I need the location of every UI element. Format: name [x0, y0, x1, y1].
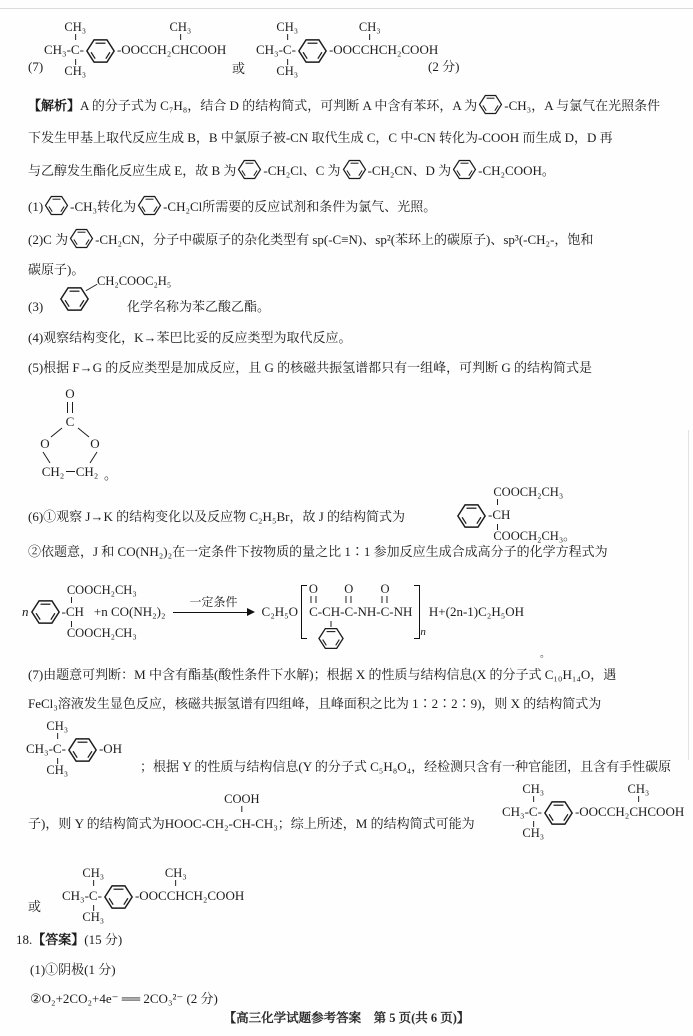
ch3-label: CH₃ — [46, 718, 69, 733]
ch-atom: CH — [65, 604, 84, 619]
question-18-header — [16, 929, 122, 950]
product-prefix: C₂H₅O — [261, 604, 299, 619]
ch3-label: CH₃ — [82, 909, 105, 924]
answer-7-line-1 — [28, 664, 616, 685]
benzene-ring-icon — [478, 94, 503, 115]
ch-atom: CH — [360, 41, 379, 57]
ch3-label: CH₃ — [627, 781, 650, 796]
o-atom: O — [308, 582, 318, 596]
ester-chain: OOC — [139, 887, 167, 903]
ch3-label: CH₃ — [64, 19, 87, 34]
bond-line — [71, 597, 72, 603]
answer-2-line-1 — [28, 228, 593, 250]
bond-line — [93, 880, 94, 886]
chain-label: CH₂COOH — [184, 887, 245, 903]
oh-group: OH — [103, 740, 123, 756]
coefficient-n: n — [22, 604, 29, 619]
score-label: (2 分) — [428, 59, 460, 74]
bond-line — [57, 733, 58, 739]
nh-group: NH — [393, 604, 413, 619]
answer-text: -CH₃；综上所述，M 的结构简式可能为 — [250, 816, 475, 831]
or-word: 或 — [28, 899, 42, 914]
bond-dash: - — [376, 604, 381, 619]
bond-line — [75, 34, 76, 40]
ch-atom: CH — [629, 803, 648, 819]
phenylacetate-chain: CH₂COOC₂H₅ — [97, 274, 172, 288]
benzene-ring-icon — [456, 503, 487, 529]
double-bond-line — [346, 596, 352, 603]
double-bond-line — [382, 596, 388, 603]
bond-dash: - — [537, 803, 542, 819]
ch-atom: CH — [171, 41, 190, 57]
bond-line — [638, 796, 639, 802]
answer-text: 碳原子)。 — [28, 262, 85, 277]
bond-dash: - — [353, 604, 358, 619]
benzene-ring-icon — [137, 195, 162, 216]
benzene-ring-icon — [342, 159, 367, 180]
or-word: 或 — [232, 61, 246, 76]
ester-group: COOCH₂CH₃ — [66, 626, 137, 640]
analysis-line-1 — [28, 94, 660, 116]
ch3-label: CH₃ — [522, 781, 545, 796]
ch3-label: CH₃ — [164, 865, 187, 880]
svg-text:C: C — [65, 414, 75, 429]
ch-atom: CH — [492, 506, 511, 522]
c-atom: C — [528, 803, 538, 819]
cooh-label: COOH — [189, 41, 227, 57]
bond-dash: - — [488, 506, 493, 522]
svg-text:。: 。 — [104, 467, 118, 482]
answer-text: FeCl₃溶液发生显色反应，核磁共振氢谱有四组峰，且峰面积之比为 1∶2∶2∶9)，则 X 的结构简式为 — [28, 696, 602, 711]
formula-b: -CH₂Cl、C 为 — [263, 163, 341, 178]
ch3-label: CH₃ — [276, 63, 299, 78]
ch-atom: CH — [322, 604, 341, 619]
ch-atom: CH — [166, 887, 185, 903]
structure-m-option-1 — [44, 19, 227, 78]
benzene-ring-icon — [69, 228, 94, 249]
c-atom: C — [380, 604, 390, 619]
condition-label: 一定条件 — [189, 595, 238, 609]
svg-text:O: O — [40, 436, 50, 451]
structure-m-option-1-repeat — [502, 781, 685, 840]
benzene-ring-icon — [67, 737, 98, 763]
question-number: 18. — [16, 932, 33, 947]
scan-edge-line — [0, 8, 693, 9]
c-atom: C — [88, 887, 98, 903]
item-label: (2)C 为 — [28, 232, 69, 247]
ch3-label: CH₃- — [502, 803, 529, 819]
benzene-ring-icon — [452, 159, 477, 180]
ester-group: COOCH₂CH₃ — [493, 484, 564, 499]
answer-text: 子)，则 Y 的结构简式为HOOC-CH₂- — [28, 816, 233, 831]
answer-text: -CH₃转化为 — [70, 199, 137, 214]
analysis-line-3 — [28, 159, 555, 181]
bond-dash: - — [98, 740, 104, 756]
ch3-label: CH₃- — [62, 887, 89, 903]
answer-3-label — [28, 296, 43, 317]
answer-text: (5)根据 F→G 的反应类型是加成反应，且 G 的核磁共振氢谱都只有一组峰，可判断 G 的结构简式是 — [28, 360, 593, 375]
structure-m-option-2-repeat — [62, 865, 245, 924]
answer-5-line — [28, 357, 592, 378]
bond-dash: - — [291, 41, 296, 57]
arrow-shaft — [173, 612, 250, 613]
answer-text: 化学名称为苯乙酸乙酯。 — [127, 299, 271, 314]
answer-18-1 — [30, 959, 116, 980]
structure-j-diester — [455, 484, 576, 543]
chain-label: CH₂COOH — [378, 41, 439, 57]
score-label: (15 分) — [84, 932, 123, 947]
ch3-label: CH₃ — [276, 19, 299, 34]
benzene-ring-icon — [237, 159, 262, 180]
answer-text: ②依题意，J 和 CO(NH₂)₂在一定条件下按物质的量之比 1∶1 参加反应生成合成高分子的化学方程式为 — [28, 544, 608, 559]
bond-line — [175, 880, 176, 886]
answer-2-line-2 — [28, 259, 84, 280]
bond-dash: - — [61, 604, 66, 619]
answer-1-line — [28, 195, 436, 217]
bond-line — [241, 806, 242, 812]
analysis-text: A 的分子式为 C₇H₈，结合 D 的结构简式，可判断 A 中含有苯环，A 为 — [80, 98, 478, 113]
ester-group: COOCH₂CH₃。 — [493, 528, 576, 543]
urea-reactant: +n CO(NH₂)₂ — [93, 604, 166, 619]
bond-line — [497, 499, 498, 505]
ch3-label: CH₃ — [358, 19, 381, 34]
bond-dash: - — [574, 803, 580, 819]
answer-text: (1)①阴极(1 分) — [30, 962, 116, 977]
ch3-label: CH₃ — [82, 865, 105, 880]
svg-text:O: O — [65, 386, 75, 401]
scan-edge-line — [688, 430, 689, 760]
svg-text:CH₂: CH₂ — [41, 464, 65, 479]
ch3-label: CH₃- — [44, 41, 71, 57]
ch3-label: CH₃- — [256, 41, 283, 57]
product-suffix: H+(2n-1)C₂H₅OH — [428, 604, 525, 619]
subscript-n: n — [420, 626, 426, 638]
ch-atom: CH — [232, 816, 251, 831]
ch3-label: CH₃- — [26, 740, 53, 756]
nh-group: NH — [357, 604, 377, 619]
benzene-ring-icon — [44, 195, 69, 216]
answer-7-line-3 — [140, 756, 671, 777]
bond-dash: - — [97, 887, 102, 903]
q7-answer-label: (7) — [28, 59, 44, 74]
benzene-ring-icon — [318, 627, 345, 650]
benzene-ring-icon — [85, 38, 116, 64]
benzene-ring-icon — [297, 38, 328, 64]
ester-chain: OOC — [333, 41, 361, 57]
ch3-label: CH₃ — [522, 825, 545, 840]
ester-chain: OOCCH₂ — [579, 803, 630, 819]
answer-text: ；根据 Y 的性质与结构信息(Y 的分子式 C₅H₈O₄，经检测只含有一种官能团，且含有手性碳原 — [140, 759, 672, 774]
structure-x-tert-butylphenol — [26, 718, 123, 777]
bracket-left — [301, 585, 307, 639]
answer-6-line-2 — [28, 541, 608, 562]
ester-group: COOCH₂CH₃ — [66, 583, 137, 597]
bond-line — [180, 34, 181, 40]
answer-text: (7)由题意可判断：M 中含有酯基(酸性条件下水解)；根据 X 的性质与结构信息(X 的分子式 C₁₀H₁₄O，遇 — [28, 667, 617, 682]
bond-line — [287, 34, 288, 40]
c-atom: C — [70, 41, 80, 57]
answer-7-line-4 — [28, 792, 475, 834]
o-atom: O — [380, 582, 390, 596]
structure-g-cyclic-carbonate — [24, 384, 124, 482]
c-atom: C — [309, 604, 318, 619]
answer-text: (4)观察结构变化，K→苯巴比妥的反应类型为取代反应。 — [28, 330, 352, 345]
answer-6-line-1 — [28, 506, 405, 527]
analysis-text: 下发生甲基上取代反应生成 B，B 中氯原子被-CN 取代生成 C，C 中-CN 转化为-COOH 而生成 D，D 再 — [28, 130, 613, 145]
arrow-head — [247, 608, 255, 616]
bond-dash: - — [328, 41, 334, 57]
answer-18-2 — [30, 988, 218, 1009]
ch3-label: CH₃ — [64, 63, 87, 78]
bond-dash: - — [317, 604, 323, 619]
cooh-label: COOH — [647, 803, 685, 819]
c-atom: C — [282, 41, 292, 57]
bond-dash: - — [61, 740, 66, 756]
ch3-label: CH₃ — [46, 762, 69, 777]
benzene-ring-icon — [543, 800, 574, 826]
ch3-label: CH₃ — [169, 19, 192, 34]
benzene-ring-icon — [103, 884, 134, 910]
bond-dash: - — [134, 887, 140, 903]
bond-line — [533, 796, 534, 802]
answer-text: -CH₂Cl所需要的反应试剂和条件为氯气、光照。 — [163, 199, 437, 214]
formula-c: -CH₂CN、D 为 — [367, 163, 452, 178]
analysis-text: -CH₃，A 与氯气在光照条件 — [504, 98, 661, 113]
equation-period: 。 — [540, 649, 550, 660]
bond-line — [369, 34, 370, 40]
analysis-line-2 — [28, 127, 613, 148]
item-label: (3) — [28, 299, 44, 314]
bond-dash: - — [79, 41, 84, 57]
bond-dash: - — [116, 41, 122, 57]
cooh-label: COOH — [224, 792, 260, 806]
answer-tag: 【答案】 — [32, 932, 85, 947]
formula-d: -CH₂COOH。 — [478, 163, 555, 178]
answer-text: (6)①观察 J→K 的结构变化以及反应物 C₂H₅Br，故 J 的结构简式为 — [28, 509, 406, 524]
double-bond-line — [310, 596, 316, 603]
answer-7-line-2 — [28, 693, 601, 714]
analysis-tag: 【解析】 — [28, 98, 81, 113]
o-atom: O — [344, 582, 354, 596]
bond-dash: - — [340, 604, 345, 619]
electrode-equation: ②O₂+2CO₂+4e⁻ ══ 2CO₃²⁻ (2 分) — [30, 991, 218, 1006]
answer-4-line — [28, 327, 352, 348]
benzene-ring-icon — [30, 599, 61, 625]
c-atom: C — [52, 740, 62, 756]
svg-text:O: O — [90, 436, 100, 451]
item-label: (1) — [28, 199, 44, 214]
ester-chain: OOCCH₂ — [121, 41, 172, 57]
reaction-arrow-icon — [173, 595, 255, 620]
structure-m-option-2 — [256, 19, 439, 78]
svg-text:CH₂: CH₂ — [75, 464, 99, 479]
polymer-equation — [22, 562, 524, 662]
c-atom: C — [344, 604, 354, 619]
answer-3-text — [127, 296, 270, 317]
page-footer: 【高三化学试题参考答案 第 5 页(共 6 页)】 — [223, 1011, 470, 1025]
answer-text: -CH₂CN，分子中碳原子的杂化类型有 sp(-C≡N)、sp²(苯环上的碳原子)、sp³(-CH₂-，饱和 — [95, 232, 594, 247]
analysis-text: 与乙醇发生酯化反应生成 E，故 B 为 — [28, 163, 237, 178]
bond-dash: - — [389, 604, 394, 619]
